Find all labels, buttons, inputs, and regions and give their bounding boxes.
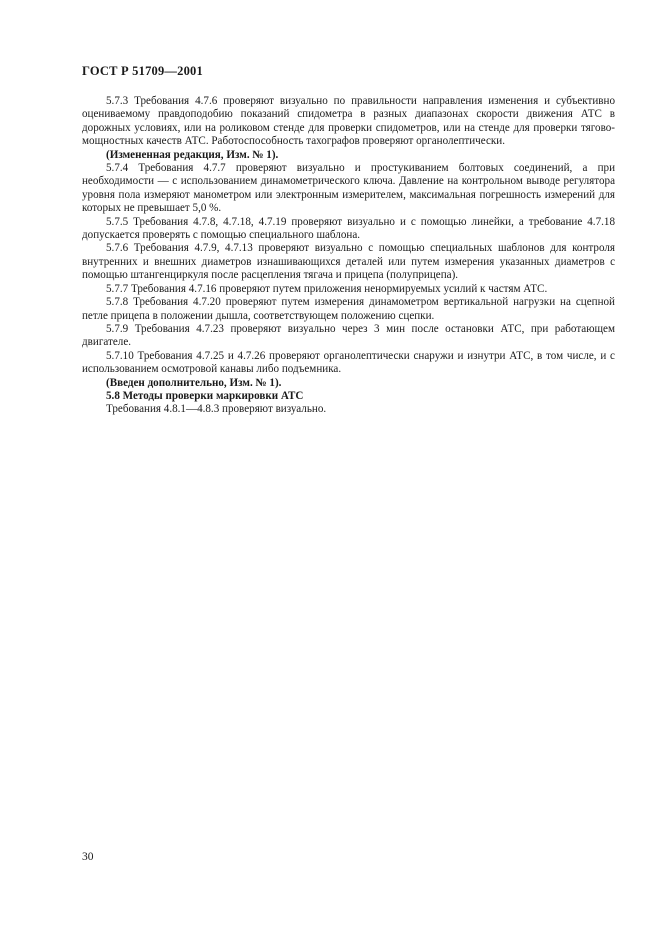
paragraph-5-7-10: 5.7.10 Требования 4.7.25 и 4.7.26 проверяют органолептически снаружи и изнутри АТС, в том числе, и с использованием осмотровой канавы либо подъемника. <box>82 349 615 376</box>
section-heading-5-8: 5.8 Методы проверки маркировки АТС <box>106 389 304 402</box>
amendment-note: (Измененная редакция, Изм. № 1). <box>106 148 279 161</box>
document-header: ГОСТ Р 51709—2001 <box>82 64 203 78</box>
paragraph-5-7-9: 5.7.9 Требования 4.7.23 проверяют визуально через 3 мин после остановки АТС, при работающем двигателе. <box>82 322 615 349</box>
page-number: 30 <box>82 851 94 863</box>
paragraph-5-7-4: 5.7.4 Требования 4.7.7 проверяют визуально и простукиванием болтовых соединений, а при необходимости — с использованием динамометрического ключа. Давление на контрольном выводе регулятора уровня пола измеряют манометром или электронным измерителем, максимальная погрешность измерений для которых не превышает 5,0 %. <box>82 162 615 215</box>
paragraph-5-7-8: 5.7.8 Требования 4.7.20 проверяют путем измерения динамометром вертикальной нагрузки на сцепной петле прицепа в положении дышла, соответствующем положению сцепки. <box>82 296 615 322</box>
addition-note: (Введен дополнительно, Изм. № 1). <box>106 376 282 389</box>
paragraph-5-7-6: 5.7.6 Требования 4.7.9, 4.7.13 проверяют визуально с помощью специальных шаблонов для контроля внутренних и внешних диаметров изнашивающихся деталей или путем измерения указанных диаметров с помощью штангенциркуля после расцепления тягача и прицепа (полуприцепа). <box>82 242 615 282</box>
paragraph-5-8-text: Требования 4.8.1—4.8.3 проверяют визуально. <box>106 403 327 416</box>
document-body <box>82 95 615 417</box>
paragraph-5-7-3: 5.7.3 Требования 4.7.6 проверяют визуально по правильности направления изменения и субъективно оцениваемому правдоподобию показаний спидометра в разных диапазонах скорости движения АТС в дорожных условиях, или на роликовом стенде для проверки спидометров, или на стенде для проверки тягово-мощностных качеств АТС. Работоспособность тахографов проверяют органолептически. <box>82 95 615 148</box>
paragraph-5-7-7: 5.7.7 Требования 4.7.16 проверяют путем приложения ненормируемых усилий к частям АТС. <box>106 282 548 295</box>
paragraph-5-7-5: 5.7.5 Требования 4.7.8, 4.7.18, 4.7.19 проверяют визуально и с помощью линейки, а требование 4.7.18 допускается проверять с помощью специального шаблона. <box>82 215 615 242</box>
